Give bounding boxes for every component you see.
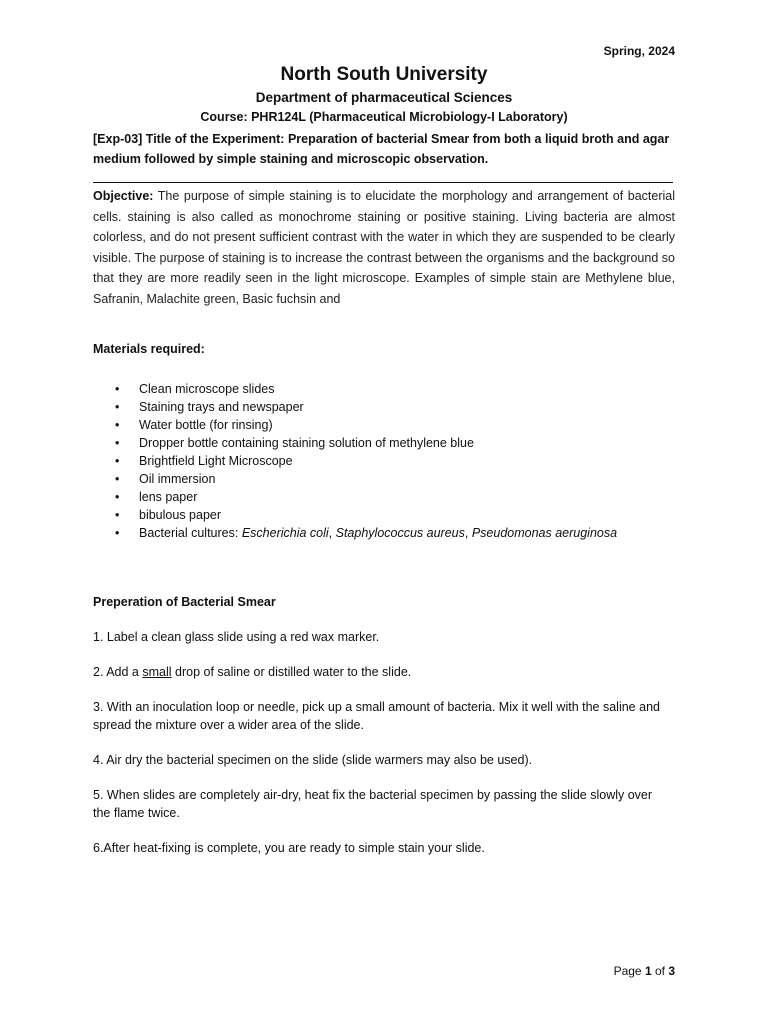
step-1: 1. Label a clean glass slide using a red wax marker. bbox=[93, 630, 380, 644]
list-item: • Oil immersion bbox=[93, 470, 693, 488]
step-2 bbox=[93, 663, 668, 681]
step-5: 5. When slides are completely air-dry, heat fix the bacterial specimen by passing the slide slowly over the flame twice. bbox=[93, 788, 653, 820]
list-item: • bibulous paper bbox=[93, 506, 693, 524]
course-title: Course: PHR124L (Pharmaceutical Microbiology-I Laboratory) bbox=[200, 110, 568, 124]
title-divider bbox=[93, 182, 673, 183]
university-title: North South University bbox=[280, 64, 488, 85]
step-2-prefix: 2. Add a bbox=[93, 665, 143, 679]
list-item-cultures bbox=[93, 524, 693, 542]
objective-text: The purpose of simple staining is to elucidate the morphology and arrangement of bacterial cells. staining is also called as monochrome staining or positive staining. Living bacteria are almost colorless, and do not present sufficient contrast with the water in which they are suspended to be clearly visible. The purpose of staining is to increase the contrast between the organisms and the background so that they are more readily seen in the light microscope. Examples of simple stain are Methylene blue, Safranin, Malachite green, Basic fuchsin and bbox=[93, 189, 675, 306]
page-number bbox=[614, 964, 675, 978]
separator: , bbox=[464, 526, 472, 540]
list-item: • lens paper bbox=[93, 488, 693, 506]
step-4: 4. Air dry the bacterial specimen on the slide (slide warmers may also be used). bbox=[93, 753, 533, 767]
materials-list bbox=[93, 380, 693, 542]
step-2-suffix: drop of saline or distilled water to the slide. bbox=[171, 665, 412, 679]
page-total: 3 bbox=[668, 964, 675, 978]
list-item: • Staining trays and newspaper bbox=[93, 398, 693, 416]
step-2-underlined: small bbox=[142, 665, 172, 679]
page-of: of bbox=[651, 964, 669, 978]
semester-label: Spring, 2024 bbox=[603, 44, 675, 58]
species-p-aeruginosa: Pseudomonas aeruginosa bbox=[471, 526, 618, 540]
list-item: • Dropper bottle containing staining solution of methylene blue bbox=[93, 434, 693, 452]
species-s-aureus: Staphylococcus aureus bbox=[335, 526, 465, 540]
step-3: 3. With an inoculation loop or needle, pick up a small amount of bacteria. Mix it well with the saline and spread the mixture over a wider area of the slide. bbox=[93, 700, 660, 732]
separator: , bbox=[328, 526, 336, 540]
page-prefix: Page bbox=[613, 964, 645, 978]
list-item: • Brightfield Light Microscope bbox=[93, 452, 693, 470]
preparation-heading: Preperation of Bacterial Smear bbox=[93, 595, 276, 609]
cultures-label: Bacterial cultures: bbox=[139, 526, 242, 540]
experiment-title: [Exp-03] Title of the Experiment: Preparation of bacterial Smear from both a liquid broth and agar medium followed by simple staining and microscopic observation. bbox=[93, 132, 670, 166]
list-item: • Water bottle (for rinsing) bbox=[93, 416, 693, 434]
page-current: 1 bbox=[644, 964, 652, 978]
list-item: • Clean microscope slides bbox=[93, 380, 693, 398]
department-title: Department of pharmaceutical Sciences bbox=[255, 90, 513, 105]
objective-paragraph bbox=[93, 186, 675, 309]
species-e-coli: Escherichia coli bbox=[241, 526, 329, 540]
materials-heading: Materials required: bbox=[93, 342, 205, 356]
objective-label: Objective: bbox=[93, 189, 154, 203]
step-6: 6.After heat-fixing is complete, you are ready to simple stain your slide. bbox=[93, 841, 485, 855]
